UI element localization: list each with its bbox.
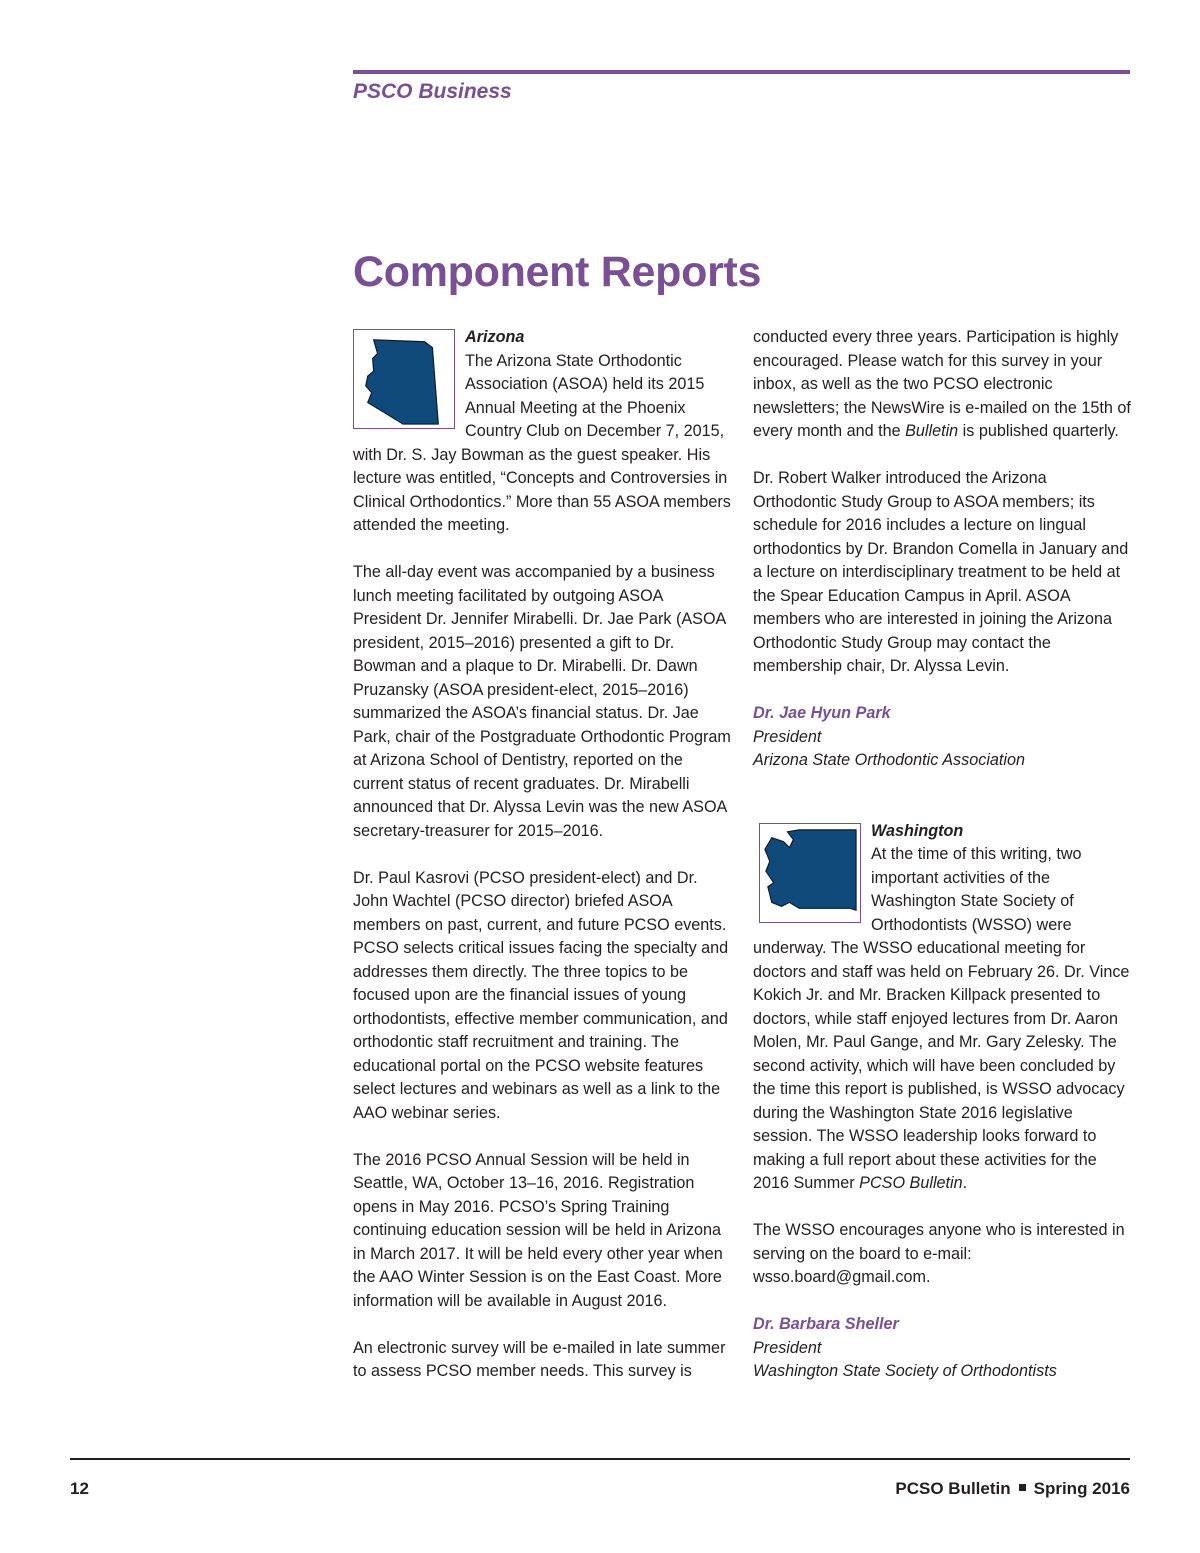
arizona-paragraph-1: The Arizona State Orthodontic Association (ASOA) held its 2015 Annual Meeting at the Phoenix Country Club on December 7, 2015, with Dr. S. Jay Bowman as the guest speaker. His lecture was entitled, “Concepts and Controversies in Clinical Orthodontics.” More than 55 ASOA members attended the meeting. (353, 351, 731, 534)
washington-heading: Washington (871, 821, 964, 840)
bottom-rule (70, 1458, 1130, 1460)
issue-name: Spring 2016 (1033, 1479, 1130, 1498)
arizona-heading: Arizona (465, 328, 525, 346)
pcso-bulletin-title: PCSO Bulletin (859, 1174, 963, 1192)
washington-text-a: At the time of this writing, two important activities of the Washington State Society of Orthodontists (WSSO) were underway. The WSSO educational meeting for doctors and staff was held on February 26. Dr. Vince Kokich Jr. and Mr. Bracken Killpack presented to doctors, while staff enjoyed lectures from Dr. Aaron Molen, Mr. Paul Gange, and Mr. Gary Zelesky. The second activity, which will have been concluded by the time this report is published, is WSSO advocacy during the Washington State 2016 legislative session. The WSSO leadership looks forward to making a full report about these activities for the 2016 Summer (753, 845, 1130, 1192)
washington-signature (753, 1313, 1131, 1384)
survey-text-a: conducted every three years. Participation is highly encouraged. Please watch for this survey in your inbox, as well as the two PCSO electronic newsletters; the NewsWire is e-mailed on the 15th of every month and the (753, 328, 1131, 440)
arizona-survey-paragraph-start: An electronic survey will be e-mailed in late summer to assess PCSO member needs. This survey is (353, 1338, 726, 1380)
arizona-signature-name: Dr. Jae Hyun Park (753, 704, 891, 722)
arizona-map-icon (353, 329, 455, 429)
arizona-paragraph-3: Dr. Paul Kasrovi (PCSO president-elect) and Dr. John Wachtel (PCSO director) briefed ASOA members on past, current, and future PCSO events. PCSO selects critical issues facing the specialty and addresses them directly. The three topics to be focused upon are the financial issues of young orthodontists, effective member communication, and orthodontic staff recruitment and training. The educational portal on the PCSO website features select lectures and webinars as well as a link to the AAO webinar series. (353, 868, 729, 1122)
publication-name: PCSO Bulletin (895, 1479, 1011, 1498)
left-column (353, 326, 731, 1407)
washington-signature-role: President (753, 1338, 822, 1357)
washington-text-b: . (962, 1174, 968, 1192)
page-number: 12 (70, 1479, 89, 1498)
section-label: PSCO Business (353, 80, 512, 103)
arizona-paragraph-4: The 2016 PCSO Annual Session will be held in Seattle, WA, October 13–16, 2016. Registration opens in May 2016. PCSO’s Spring Training continuing education session will be held in Arizona in March 2017. It will be held every other year when the AAO Winter Session is on the East Coast. More information will be available in August 2016. (353, 1150, 723, 1310)
arizona-walker-paragraph: Dr. Robert Walker introduced the Arizona Orthodontic Study Group to ASOA members; its schedule for 2016 includes a lecture on lingual orthodontics by Dr. Brandon Comella in January and a lecture on interdisciplinary treatment to be held at the Spear Education Campus in April. ASOA members who are interested in joining the Arizona Orthodontic Study Group may contact the membership chair, Dr. Alyssa Levin. (753, 469, 1129, 675)
washington-signature-organization: Washington State Society of Orthodontists (753, 1362, 1057, 1380)
bulletin-title: Bulletin (905, 422, 959, 440)
top-rule (353, 70, 1130, 74)
survey-text-b: is published quarterly. (962, 422, 1119, 440)
page-title: Component Reports (353, 248, 762, 296)
washington-signature-name: Dr. Barbara Sheller (753, 1315, 899, 1333)
bullet-separator-icon (1019, 1484, 1026, 1491)
arizona-survey-paragraph-end (753, 326, 1131, 444)
washington-paragraph-2: The WSSO encourages anyone who is interested in serving on the board to e-mail: wsso.board@gmail.com. (753, 1221, 1125, 1286)
washington-map-icon (759, 823, 861, 923)
arizona-signature (753, 702, 1131, 773)
footer-publication (895, 1479, 1130, 1499)
right-column (753, 326, 1131, 1384)
arizona-signature-organization: Arizona State Orthodontic Association (753, 751, 1026, 769)
arizona-paragraph-2: The all-day event was accompanied by a business lunch meeting facilitated by outgoing ASOA President Dr. Jennifer Mirabelli. Dr. Jae Park (ASOA president, 2015–2016) presented a gift to Dr. Bowman and a plaque to Dr. Mirabelli. Dr. Dawn Pruzansky (ASOA president-elect, 2015–2016) summarized the ASOA’s financial status. Dr. Jae Park, chair of the Postgraduate Orthodontic Program at Arizona School of Dentistry, reported on the current status of recent graduates. Dr. Mirabelli announced that Dr. Alyssa Levin was the new ASOA secretary-treasurer for 2015–2016. (353, 563, 731, 840)
arizona-signature-role: President (753, 727, 822, 746)
